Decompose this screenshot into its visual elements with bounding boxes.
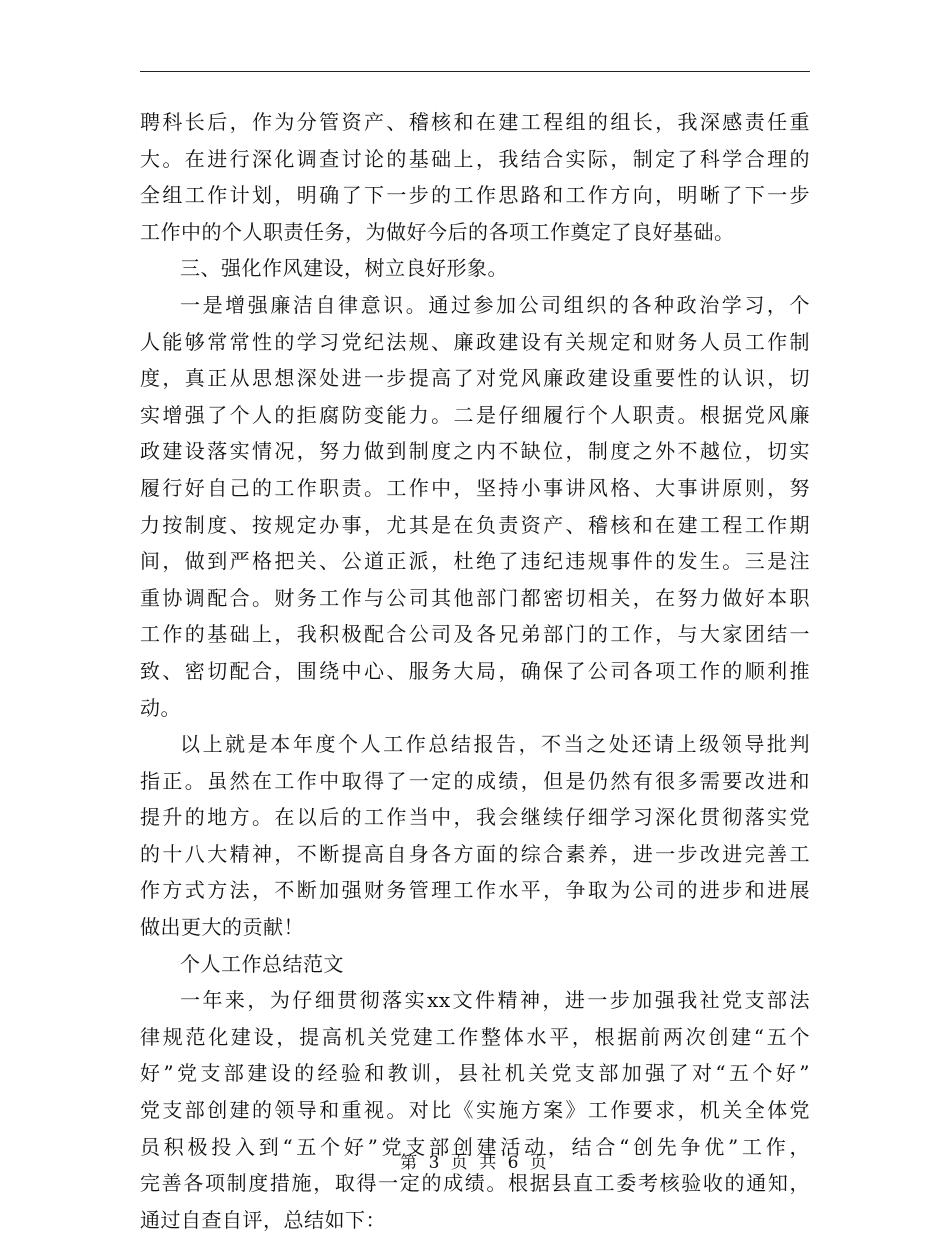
- text-line: 的十八大精神，不断提高自身各方面的综合素养，进一步改进完善工: [140, 841, 810, 866]
- header-rule: [140, 71, 810, 72]
- text-line: 做出更大的贡献！: [140, 915, 304, 940]
- text-line: 作方式方法，不断加强财务管理工作水平，争取为公司的进步和进展: [140, 878, 810, 903]
- text-line: 党支部创建的领导和重视。对比《实施方案》工作要求，机关全体党: [140, 1098, 810, 1123]
- text-line: 好”党支部建设的经验和教训，县社机关党支部加强了对“五个好”: [140, 1061, 810, 1086]
- text-line: 通过自查自评，总结如下：: [140, 1207, 386, 1232]
- text-line: 政建设落实情况，努力做到制度之内不缺位，制度之外不越位，切实: [140, 439, 810, 464]
- page-number-footer: 第 3 页 共 6 页: [400, 1153, 550, 1173]
- text-line: 致、密切配合，围绕中心、服务大局，确保了公司各项工作的顺利推: [140, 658, 810, 683]
- text-line: 工作中的个人职责任务，为做好今后的各项工作奠定了良好基础。: [140, 219, 735, 244]
- text-line: 聘科长后，作为分管资产、稽核和在建工程组的组长，我深感责任重: [140, 110, 810, 134]
- document-body: [140, 104, 810, 1238]
- text-line: 动。: [140, 695, 181, 720]
- text-line: 三、强化作风建设，树立良好形象。: [180, 256, 508, 281]
- text-line: 一是增强廉洁自律意识。通过参加公司组织的各种政治学习，个: [180, 292, 810, 317]
- text-line: 完善各项制度措施，取得一定的成绩。根据县直工委考核验收的通知，: [140, 1171, 810, 1196]
- text-line: 一年来，为仔细贯彻落实xx文件精神，进一步加强我社党支部法: [180, 988, 810, 1013]
- text-line: 指正。虽然在工作中取得了一定的成绩，但是仍然有很多需要改进和: [140, 768, 810, 793]
- text-line: 以上就是本年度个人工作总结报告，不当之处还请上级领导批判: [180, 732, 810, 757]
- text-line: 全组工作计划，明确了下一步的工作思路和工作方向，明晰了下一步: [140, 183, 810, 208]
- text-line: 律规范化建设，提高机关党建工作整体水平，根据前两次创建“五个: [140, 1024, 810, 1049]
- text-line: 力按制度、按规定办事，尤其是在负责资产、稽核和在建工程工作期: [140, 512, 810, 537]
- text-line: 间，做到严格把关、公道正派，杜绝了违纪违规事件的发生。三是注: [140, 549, 810, 574]
- text-line: 重协调配合。财务工作与公司其他部门都密切相关，在努力做好本职: [140, 585, 810, 610]
- text-line: 工作的基础上，我积极配合公司及各兄弟部门的工作，与大家团结一: [140, 622, 810, 647]
- text-line: 实增强了个人的拒腐防变能力。二是仔细履行个人职责。根据党风廉: [140, 402, 810, 427]
- text-line: 员积极投入到“五个好”党支部创建活动，结合“创先争优”工作，: [140, 1134, 810, 1159]
- text-line: 大。在进行深化调查讨论的基础上，我结合实际，制定了科学合理的: [140, 146, 810, 171]
- text-line: 履行好自己的工作职责。工作中，坚持小事讲风格、大事讲原则，努: [140, 475, 810, 500]
- text-line: 度，真正从思想深处进一步提高了对党风廉政建设重要性的认识，切: [140, 366, 810, 391]
- text-line: 个人工作总结范文: [180, 951, 344, 976]
- text-line: 人能够常常性的学习党纪法规、廉政建设有关规定和财务人员工作制: [140, 329, 810, 354]
- text-line: 提升的地方。在以后的工作当中，我会继续仔细学习深化贯彻落实党: [140, 805, 810, 830]
